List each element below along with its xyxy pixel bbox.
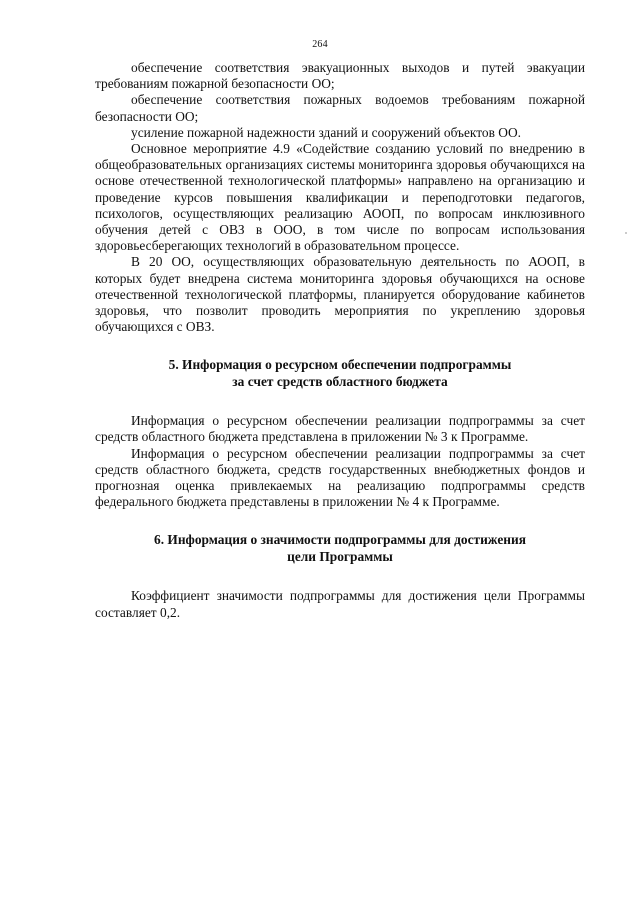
heading-line: цели Программы bbox=[287, 548, 393, 564]
section-5-body bbox=[95, 413, 585, 510]
heading-line: 5. Информация о ресурсном обеспечении подпрограммы bbox=[168, 357, 512, 373]
paragraph: Коэффициент значимости подпрограммы для достижения цели Программы составляет 0,2. bbox=[95, 588, 585, 620]
paragraph: Информация о ресурсном обеспечении реализации подпрограммы за счет средств областного бюджета представлена в приложении № 3 к Программе. bbox=[95, 413, 585, 445]
paragraph: Основное мероприятие 4.9 «Содействие созданию условий по внедрению в общеобразовательных организациях системы мониторинга здоровья обучающихся на основе отечественной технологической платформы» направлено на организацию и проведение курсов повышения квалификации и переподготовки педагогов, психологов, осуществляющих реализацию АООП, по вопросам инклюзивного обучения детей с ОВЗ в ООО, в том числе по вопросам использования здоровьесберегающих технологий в образовательном процессе. bbox=[95, 141, 585, 254]
section-6-body bbox=[95, 588, 585, 620]
section-6-heading bbox=[95, 532, 585, 565]
scan-speck bbox=[625, 232, 627, 234]
paragraph: обеспечение соответствия пожарных водоемов требованиям пожарной безопасности ОО; bbox=[95, 92, 585, 124]
paragraph: Информация о ресурсном обеспечении реализации подпрограммы за счет средств областного бюджета, средств государственных внебюджетных фондов и прогнозная оценка привлекаемых на реализацию подпрограммы средств федерального бюджета представлены в приложении № 4 к Программе. bbox=[95, 445, 585, 510]
document-body bbox=[95, 60, 585, 621]
paragraph: усиление пожарной надежности зданий и сооружений объектов ОО. bbox=[131, 124, 521, 140]
section-5-heading bbox=[95, 357, 585, 390]
page-number: 264 bbox=[312, 39, 328, 50]
heading-line: 6. Информация о значимости подпрограммы для достижения bbox=[154, 532, 526, 548]
section-4-continuation bbox=[95, 60, 585, 335]
paragraph: обеспечение соответствия эвакуационных выходов и путей эвакуации требованиям пожарной безопасности ОО; bbox=[95, 60, 585, 92]
paragraph: В 20 ОО, осуществляющих образовательную деятельность по АООП, в которых будет внедрена система мониторинга здоровья обучающихся на основе отечественной технологической платформы, планируется оборудование кабинетов здоровья, что позволит проводить мероприятия по укреплению здоровья обучающихся с ОВЗ. bbox=[95, 254, 585, 335]
heading-line: за счет средств областного бюджета bbox=[232, 373, 448, 389]
